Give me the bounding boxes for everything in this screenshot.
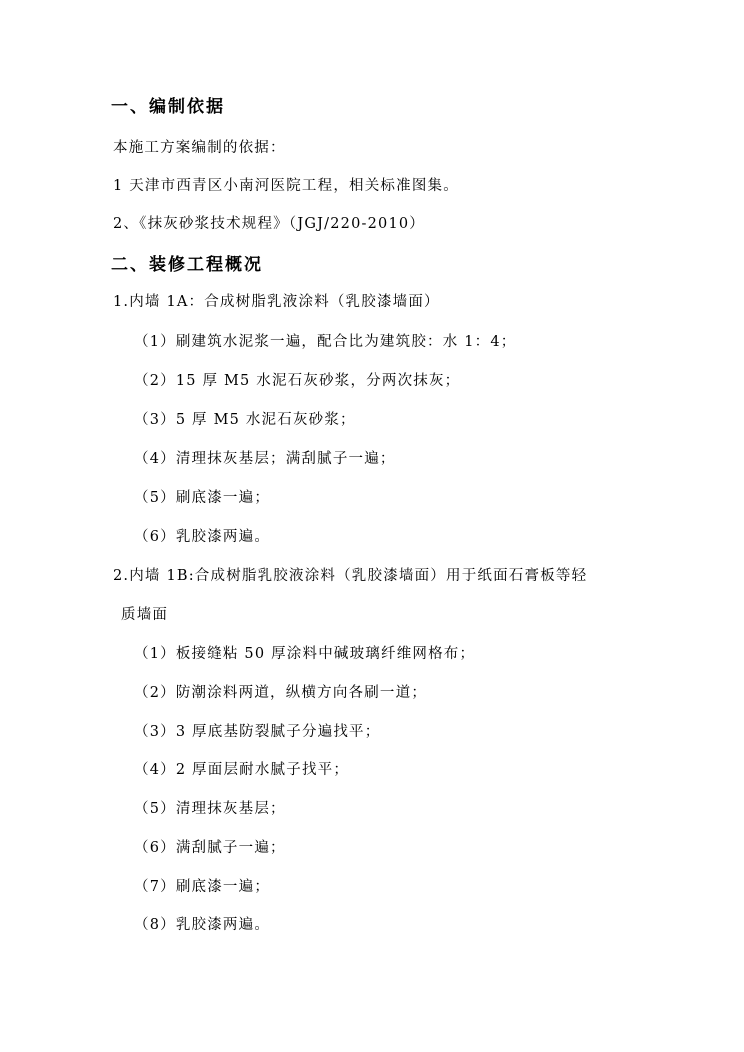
wall-1b-step: （4）2 厚面层耐水腻子找平； [134,762,350,778]
basis-intro: 本施工方案编制的依据： [113,140,286,156]
wall-1a-title: 1.内墙 1A：合成树脂乳液涂料（乳胶漆墙面） [113,294,440,310]
section-heading-overview: 二、装修工程概况 [111,255,263,275]
wall-1b-title-continuation: 质墙面 [121,607,169,623]
wall-1b-step: （3）3 厚底基防裂腻子分遍找平； [134,724,381,740]
wall-1b-step: （5）清理抹灰基层； [134,801,286,817]
wall-1a-step: （1）刷建筑水泥浆一遍，配合比为建筑胶：水 1：4； [134,334,517,350]
wall-1a-step: （5）刷底漆一遍； [134,490,271,506]
wall-1b-step: （2）防潮涂料两道，纵横方向各刷一道； [134,685,428,701]
wall-1b-step: （7）刷底漆一遍； [134,879,271,895]
wall-1b-step: （8）乳胶漆两遍。 [134,917,271,933]
wall-1a-step: （4）清理抹灰基层；满刮腻子一遍； [134,451,396,467]
wall-1a-step: （3）5 厚 M5 水泥石灰砂浆； [134,412,356,428]
basis-item: 1 天津市西青区小南河医院工程，相关标准图集。 [113,178,459,194]
wall-1b-step: （1）板接缝粘 50 厚涂料中碱玻璃纤维网格布； [134,646,476,662]
section-heading-basis: 一、编制依据 [111,97,225,117]
wall-1b-title: 2.内墙 1B:合成树脂乳胶液涂料（乳胶漆墙面）用于纸面石膏板等轻 [113,568,588,584]
wall-1a-step: （2）15 厚 M5 水泥石灰砂浆，分两次抹灰； [134,373,461,389]
wall-1b-step: （6）满刮腻子一遍； [134,840,286,856]
basis-item: 2、《抹灰砂浆技术规程》（JGJ/220-2010） [113,216,425,232]
wall-1a-step: （6）乳胶漆两遍。 [134,529,271,545]
